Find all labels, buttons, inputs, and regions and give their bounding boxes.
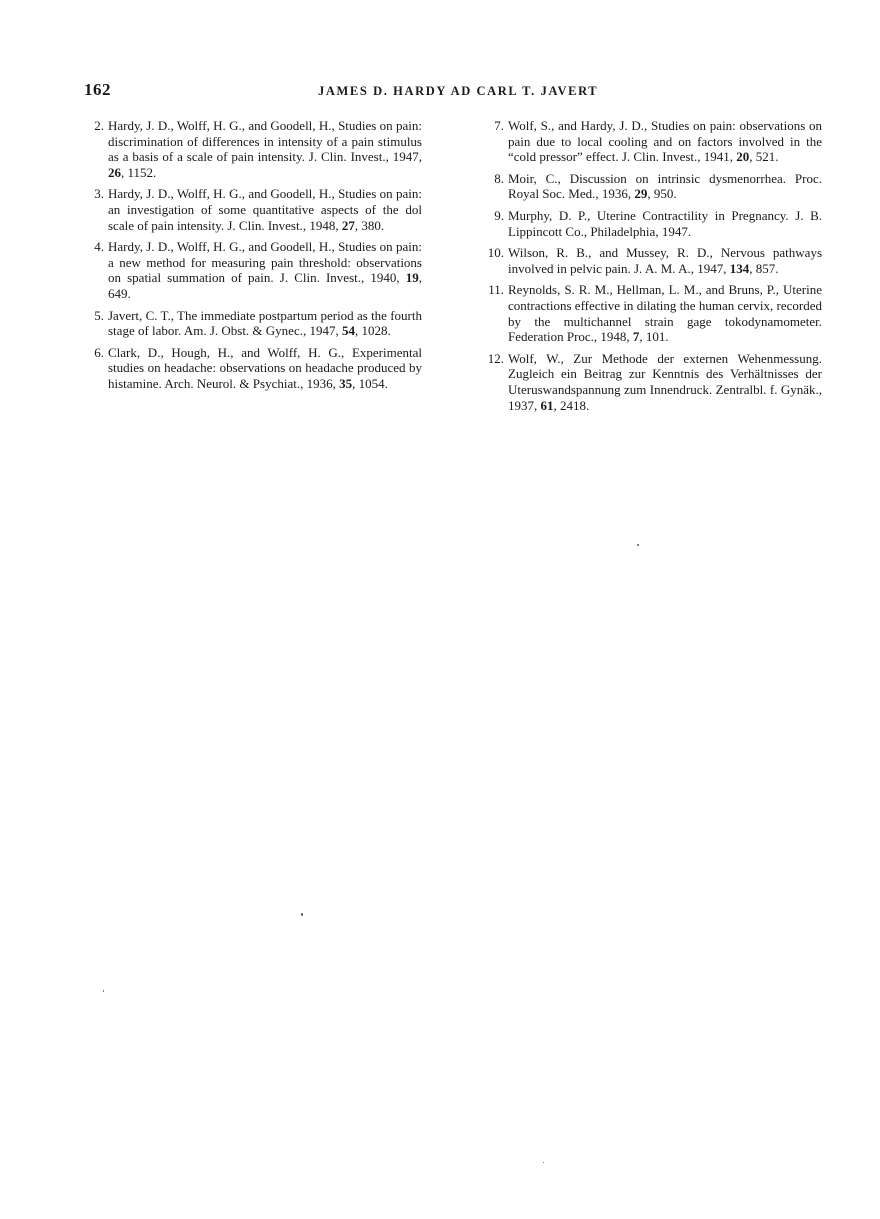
reference-item [484,171,822,202]
reference-item [84,239,422,301]
volume-number: 29 [634,186,648,202]
volume-number: 27 [341,217,355,233]
reference-number: 9. [494,207,504,223]
reference-number: 3. [94,186,104,202]
reference-text: Wolf, S., and Hardy, J. D., Studies on pain: observations on pain due to local cooling and on factors involved in the “cold pressor” effect. J. Clin. Invest., 1941, 20, 521. [508,118,822,165]
references-right-column [484,118,822,419]
reference-text: Reynolds, S. R. M., Hellman, L. M., and Bruns, P., Uterine contractions effective in dilating the human cervix, recorded by the multichannel strain gage tokodynamometer. Federation Proc., 1948, 7, 101. [508,282,822,345]
volume-number: 20 [736,149,750,165]
reference-number: 2. [94,118,104,133]
references-left-column [84,118,422,398]
reference-number: 10. [487,245,504,261]
scan-speck [637,544,639,546]
running-header: JAMES D. HARDY AD CARL T. JAVERT [318,84,599,98]
reference-text: Moir, C., Discussion on intrinsic dysmenorrhea. Proc. Royal Soc. Med., 1936, 29, 950. [508,170,822,202]
reference-item [484,208,822,239]
reference-item [84,186,422,233]
reference-number: 8. [494,170,504,186]
reference-item [84,308,422,339]
reference-item [84,345,422,392]
reference-number: 4. [94,239,104,255]
reference-item [484,245,822,276]
reference-text: Murphy, D. P., Uterine Contractility in Pregnancy. J. B. Lippincott Co., Philadelphia, 1947. [508,207,822,239]
reference-item [484,118,822,165]
reference-text: Wilson, R. B., and Mussey, R. D., Nervous pathways involved in pelvic pain. J. A. M. A., 1947, 134, 857. [508,245,822,276]
reference-text: Hardy, J. D., Wolff, H. G., and Goodell, H., Studies on pain: a new method for measuring pain threshold: observations on spatial summation of pain. J. Clin. Invest., 1940, 19, 649. [108,239,422,301]
reference-number: 6. [94,344,104,360]
reference-text: Wolf, W., Zur Methode der externen Wehenmessung. Zugleich ein Beitrag zur Kenntnis des Verhältnisses der Uteruswandspannung zum Innendruck. Zentralbl. f. Gynäk., 1937, 61, 2418. [508,350,822,413]
reference-item [484,282,822,344]
reference-text: Clark, D., Hough, H., and Wolff, H. G., Experimental studies on headache: observations on headache produced by histamine. Arch. Neurol. & Psychiat., 1936, 35, 1054. [108,344,422,391]
volume-number: 54 [341,323,355,339]
scan-speck [543,1162,544,1163]
volume-number: 35 [339,375,353,391]
volume-number: 7 [632,329,640,345]
reference-number: 11. [488,282,504,298]
reference-item [84,118,422,180]
scan-speck [301,913,303,916]
scan-speck [103,990,104,992]
reference-number: 5. [94,307,104,323]
reference-number: 7. [494,118,504,133]
reference-item [484,351,822,413]
reference-text: Hardy, J. D., Wolff, H. G., and Goodell, H., Studies on pain: an investigation of some quantitative aspects of the dol scale of pain intensity. J. Clin. Invest., 1948, 27, 380. [108,186,422,233]
volume-number: 26 [108,164,121,180]
volume-number: 134 [729,260,750,276]
reference-number: 12. [487,350,504,366]
page-number: 162 [84,80,111,99]
reference-text: Javert, C. T., The immediate postpartum period as the fourth stage of labor. Am. J. Obst. & Gynec., 1947, 54, 1028. [108,307,422,339]
volume-number: 61 [540,397,554,413]
volume-number: 19 [405,270,419,286]
reference-text: Hardy, J. D., Wolff, H. G., and Goodell, H., Studies on pain: discrimination of differences in intensity of a pain stimulus as a basis of a scale of pain intensity. J. Clin. Invest., 1947, 26, 1152. [108,118,422,180]
